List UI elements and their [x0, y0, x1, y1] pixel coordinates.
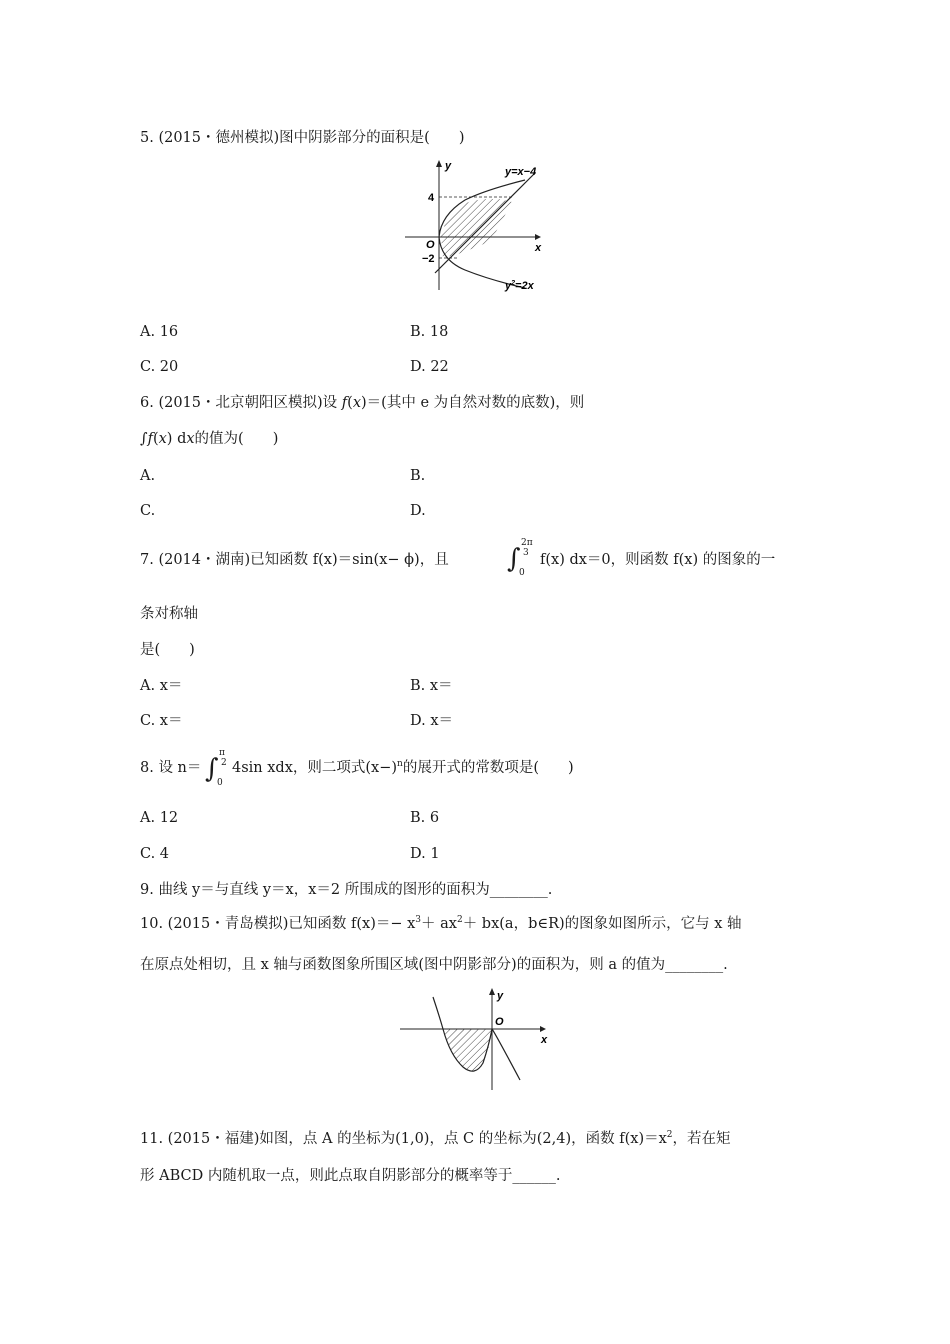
q10-origin-label: O — [495, 1016, 504, 1028]
q11-stem-line2: 形 ABCD 内随机取一点，则此点取自阴影部分的概率等于______. — [140, 1168, 561, 1184]
q7-stem-a: 7. (2014・湖南)已知函数 f(x)＝sin(x− ϕ)，且 — [140, 552, 449, 568]
q7-option-d[interactable]: D. x＝ — [410, 713, 454, 729]
q6-option-c[interactable]: C. — [140, 503, 156, 519]
q5-line-label: y=x−4 — [505, 166, 537, 178]
q8-stem-b: 4sin xdx，则二项式$(x-)^n$的展开式的常数项是( ) — [232, 759, 574, 776]
q5-option-b[interactable]: B. 18 — [410, 324, 449, 340]
q8-integral-upper: π — [219, 748, 225, 758]
q5-figure — [395, 155, 565, 300]
q6-option-d[interactable]: D. — [410, 503, 426, 519]
q6-stem: 6. (2015・北京朝阳区模拟)设 f(x)＝(其中 e 为自然对数的底数)，则 — [140, 395, 585, 411]
q8-integral-sign: ∫ — [205, 754, 219, 784]
q8-option-d[interactable]: D. 1 — [410, 846, 440, 862]
q10-stem-line2: 在原点处相切，且 x 轴与函数图象所围区域(图中阴影部分)的面积为，则 a 的值为________. — [140, 957, 728, 973]
q5-origin-label: O — [426, 239, 435, 251]
q10-x-label: x — [541, 1034, 548, 1046]
q10-figure — [395, 985, 565, 1095]
q5-option-c[interactable]: C. 20 — [140, 359, 179, 375]
q6-option-b[interactable]: B. — [410, 468, 426, 484]
q5-option-d[interactable]: D. 22 — [410, 359, 449, 375]
q8-option-c[interactable]: C. 4 — [140, 846, 170, 862]
q5-option-a[interactable]: A. 16 — [140, 324, 179, 340]
q7-option-a[interactable]: A. x＝ — [140, 678, 183, 694]
q8-stem-a: 8. 设 n＝ — [140, 760, 202, 776]
q9-stem: 9. 曲线 y＝与直线 y＝x，x＝2 所围成的图形的面积为________. — [140, 882, 553, 898]
q5-tick-4: 4 — [428, 192, 435, 204]
q7-option-b[interactable]: B. x＝ — [410, 678, 453, 694]
q5-parabola-label: $y^2=2x$ — [505, 280, 534, 292]
q7-integral-upper-den: 3 — [523, 548, 529, 558]
q8-option-a[interactable]: A. 12 — [140, 810, 179, 826]
q8-option-b[interactable]: B. 6 — [410, 810, 440, 826]
q7-stem-c: f(x) dx＝0，则函数 f(x) 的图象的一 — [540, 552, 776, 568]
q5-stem: 5. (2015・德州模拟)图中阴影部分的面积是( ) — [140, 130, 465, 146]
q7-stem-line3: 是( ) — [140, 642, 195, 658]
q8-integral-lower: 0 — [217, 778, 223, 788]
q5-y-label: y — [445, 160, 452, 172]
q5-shaded-region — [441, 199, 512, 258]
q7-stem-line2: 条对称轴 — [140, 606, 198, 622]
q6-stem-line2: ∫f(x) dx的值为( ) — [140, 431, 279, 447]
q8-integral-upper-den: 2 — [221, 758, 227, 768]
q10-stem-line1: 10. (2015・青岛模拟)已知函数 $f(x)=- x^3+ ax^2+ bx(a$，b∈R)的图象如图所示，它与 x 轴 — [140, 915, 742, 932]
q5-x-label: x — [535, 242, 542, 254]
q8-integral — [205, 746, 235, 790]
q10-y-label: y — [497, 990, 504, 1002]
q5-tick-neg2: −2 — [422, 253, 435, 265]
q11-stem-line1: 11. (2015・福建)如图，点 A 的坐标为(1,0)，点 C 的坐标为(2,4)，函数 $f(x)=x^2$，若在矩 — [140, 1130, 731, 1147]
q7-option-c[interactable]: C. x＝ — [140, 713, 183, 729]
q7-integral-sign: ∫ — [507, 544, 521, 574]
q7-integral-upper: 2π — [521, 538, 533, 548]
q7-integral-lower: 0 — [519, 568, 525, 578]
q6-option-a[interactable]: A. — [140, 468, 156, 484]
